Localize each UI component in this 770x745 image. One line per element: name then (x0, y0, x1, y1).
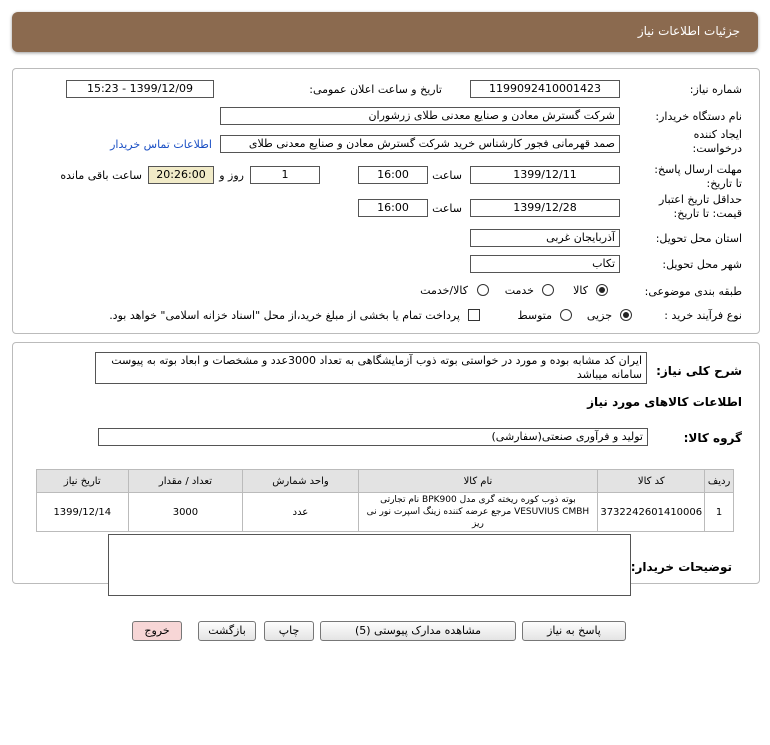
deadline-label-line1: مهلت ارسال پاسخ: (654, 163, 742, 176)
goods-group-field: تولید و فرآوری صنعتی(سفارشی) (98, 428, 648, 446)
exit-button[interactable]: خروج (132, 621, 182, 641)
buyer-contact-link[interactable]: اطلاعات تماس خریدار (110, 138, 212, 151)
print-button[interactable]: چاپ (264, 621, 314, 641)
province-label: استان محل تحویل: (655, 232, 742, 245)
category-radio-goods-service[interactable] (477, 284, 489, 296)
buyer-org-label: نام دستگاه خریدار: (655, 110, 742, 123)
treasury-payment-note: پرداخت تمام یا بخشی از مبلغ خرید،از محل "اسناد خزانه اسلامی" خواهد بود. (109, 309, 460, 322)
goods-section-title: اطلاعات کالاهای مورد نیاز (587, 395, 742, 409)
col-name: نام کالا (358, 470, 598, 493)
col-code: کد کالا (598, 470, 705, 493)
deadline-time-label: ساعت (432, 169, 462, 182)
deadline-label (654, 163, 742, 191)
deadline-label-line2: تا تاریخ: (706, 177, 742, 190)
process-label: نوع فرآیند خرید : (664, 309, 742, 322)
goods-group-label: گروه کالا: (683, 431, 742, 445)
page-header (12, 12, 758, 52)
goods-table (36, 469, 734, 532)
page-title: جزئیات اطلاعات نیاز (637, 24, 740, 38)
row-date: 1399/12/14 (37, 493, 129, 532)
city-field: تکاب (470, 255, 620, 273)
reply-button[interactable]: پاسخ به نیاز (522, 621, 626, 641)
deadline-time-field: 16:00 (358, 166, 428, 184)
announce-label: تاریخ و ساعت اعلان عمومی: (309, 83, 442, 96)
category-option-goods-service: کالا/خدمت (420, 284, 468, 297)
province-field: آذربایجان غربی (470, 229, 620, 247)
category-label: طبقه بندی موضوعی: (644, 285, 742, 298)
creator-label-line1: ایجاد کننده (693, 128, 742, 141)
attachments-button[interactable]: مشاهده مدارک پیوستی (5) (320, 621, 516, 641)
col-date: تاریخ نیاز (37, 470, 129, 493)
category-radio-goods[interactable] (596, 284, 608, 296)
row-name (358, 493, 598, 532)
treasury-payment-checkbox[interactable] (468, 309, 480, 321)
remaining-label: ساعت باقی مانده (60, 169, 142, 182)
days-label: روز و (219, 169, 244, 182)
process-radio-medium[interactable] (560, 309, 572, 321)
col-unit: واحد شمارش (243, 470, 358, 493)
process-radio-minor[interactable] (620, 309, 632, 321)
process-option-minor: جزیی (586, 309, 612, 322)
buyer-notes-label: توضیحات خریدار: (630, 560, 732, 574)
description-field: ایران کد مشابه بوده و مورد در خواستی بوته ذوب آزمایشگاهی به تعداد 3000عدد و مشخصات و ابعاد بوته به پیوست سامانه میباشد (95, 352, 647, 384)
goods-table-header (37, 470, 734, 493)
back-button[interactable]: بازگشت (198, 621, 256, 641)
creator-label-line2: درخواست: (692, 142, 742, 155)
validity-label (659, 193, 742, 221)
row-name-line1: بوته ذوب کوره ریخته گری مدل BPK900 نام تجارتی (380, 495, 576, 505)
days-field: 1 (250, 166, 320, 184)
city-label: شهر محل تحویل: (662, 258, 742, 271)
need-number-field: 1199092410001423 (470, 80, 620, 98)
row-name-line2: VESUVIUS CMBH مرجع عرضه کننده زینگ اسپرت نور نی ریز (366, 507, 590, 529)
row-code: 3732242601410006 (598, 493, 705, 532)
row-qty: 3000 (128, 493, 243, 532)
category-radio-service[interactable] (542, 284, 554, 296)
validity-date-field: 1399/12/28 (470, 199, 620, 217)
announce-field: 1399/12/09 - 15:23 (66, 80, 214, 98)
buyer-notes-field (108, 534, 631, 596)
creator-field: صمد قهرمانی فجور کارشناس خرید شرکت گسترش معادن و صنایع معدنی طلای (220, 135, 620, 153)
category-option-goods: کالا (573, 284, 588, 297)
creator-label (693, 128, 742, 156)
remaining-time-field: 20:26:00 (148, 166, 214, 184)
validity-label-line1: حداقل تاریخ اعتبار (658, 193, 742, 206)
validity-time-label: ساعت (432, 202, 462, 215)
buyer-org-field: شرکت گسترش معادن و صنایع معدنی طلای زرشوران (220, 107, 620, 125)
table-row (37, 493, 734, 532)
row-index: 1 (705, 493, 734, 532)
need-number-label: شماره نیاز: (689, 83, 742, 96)
validity-label-line2: قیمت: تا تاریخ: (673, 207, 742, 220)
col-qty: تعداد / مقدار (128, 470, 243, 493)
row-unit: عدد (243, 493, 358, 532)
category-option-service: خدمت (504, 284, 534, 297)
validity-time-field: 16:00 (358, 199, 428, 217)
deadline-date-field: 1399/12/11 (470, 166, 620, 184)
col-index: ردیف (705, 470, 734, 493)
description-label: شرح کلی نیاز: (656, 364, 742, 378)
process-option-medium: متوسط (517, 309, 552, 322)
